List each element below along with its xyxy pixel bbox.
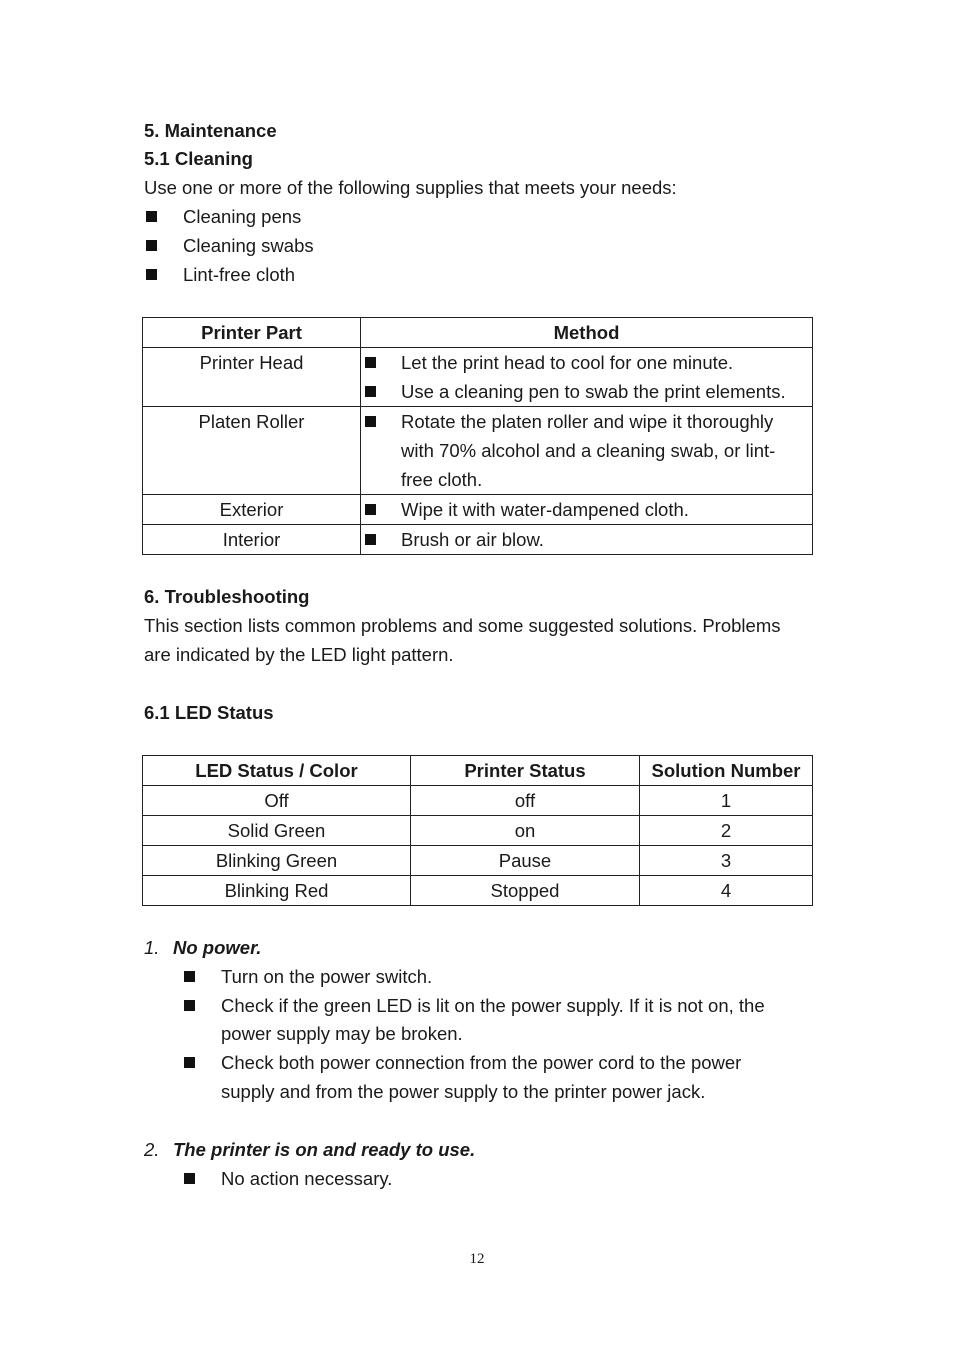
table-cell: Blinking Red: [143, 876, 411, 906]
square-bullet-icon: [365, 534, 376, 545]
table-cell-method: [361, 407, 813, 495]
table-row: [143, 846, 813, 876]
table-cell: Solid Green: [143, 816, 411, 846]
solution-item: Check if the green LED is lit on the power supply. If it is not on, the: [221, 995, 765, 1016]
square-bullet-icon: [184, 1000, 195, 1011]
table-row: [143, 816, 813, 846]
solution-item: Turn on the power switch.: [221, 966, 433, 987]
table-cell: on: [411, 816, 640, 846]
troubleshooting-intro-line: are indicated by the LED light pattern.: [144, 644, 454, 665]
page-number: 12: [469, 1251, 485, 1267]
column-header: LED Status / Color: [143, 756, 411, 786]
square-bullet-icon: [184, 1057, 195, 1068]
square-bullet-icon: [184, 1173, 195, 1184]
method-item: Use a cleaning pen to swab the print elements.: [361, 377, 812, 406]
table-row: [143, 495, 813, 525]
table-header-row: [143, 318, 813, 348]
solution-item-continuation: power supply may be broken.: [221, 1023, 463, 1044]
table-row: [143, 407, 813, 495]
led-status-table: [142, 755, 813, 906]
square-bullet-icon: [365, 504, 376, 515]
subsection-heading-cleaning: 5.1 Cleaning: [144, 148, 253, 169]
table-row: [143, 348, 813, 407]
solution-title: No power.: [173, 937, 262, 958]
table-cell: 2: [640, 816, 813, 846]
table-cell: Blinking Green: [143, 846, 411, 876]
table-cell: Pause: [411, 846, 640, 876]
cleaning-intro: Use one or more of the following supplies that meets your needs:: [144, 177, 677, 198]
table-cell-part: Interior: [143, 525, 361, 555]
square-bullet-icon: [365, 386, 376, 397]
section-heading-maintenance: 5. Maintenance: [144, 120, 277, 141]
column-header: Printer Part: [143, 318, 361, 348]
table-row: [143, 786, 813, 816]
method-item: Let the print head to cool for one minute.: [361, 348, 812, 377]
square-bullet-icon: [365, 416, 376, 427]
table-cell-method: [361, 495, 813, 525]
solution-item: No action necessary.: [221, 1168, 393, 1189]
method-item: Brush or air blow.: [361, 525, 812, 554]
solution-item-continuation: supply and from the power supply to the printer power jack.: [221, 1081, 706, 1102]
column-header: Solution Number: [640, 756, 813, 786]
solution-item: Check both power connection from the power cord to the power: [221, 1052, 742, 1073]
solution-number: 1.: [144, 937, 160, 958]
column-header: Method: [361, 318, 813, 348]
square-bullet-icon: [146, 240, 157, 251]
method-item: Rotate the platen roller and wipe it thoroughly with 70% alcohol and a cleaning swab, or lint-free cloth.: [361, 407, 812, 494]
cleaning-table: [142, 317, 813, 555]
table-row: [143, 876, 813, 906]
table-header-row: [143, 756, 813, 786]
section-heading-troubleshooting: 6. Troubleshooting: [144, 586, 310, 607]
square-bullet-icon: [146, 211, 157, 222]
subsection-heading-led-status: 6.1 LED Status: [144, 702, 274, 723]
square-bullet-icon: [365, 357, 376, 368]
table-cell: off: [411, 786, 640, 816]
table-cell: 1: [640, 786, 813, 816]
table-row: [143, 525, 813, 555]
table-cell: Stopped: [411, 876, 640, 906]
table-cell-method: [361, 348, 813, 407]
table-cell: Off: [143, 786, 411, 816]
method-item: Wipe it with water-dampened cloth.: [361, 495, 812, 524]
table-cell-part: Printer Head: [143, 348, 361, 407]
square-bullet-icon: [184, 971, 195, 982]
table-cell-part: Exterior: [143, 495, 361, 525]
solution-title: The printer is on and ready to use.: [173, 1139, 476, 1160]
solution-number: 2.: [144, 1139, 160, 1160]
column-header: Printer Status: [411, 756, 640, 786]
list-item: Cleaning pens: [183, 206, 302, 227]
troubleshooting-intro-line: This section lists common problems and some suggested solutions. Problems: [144, 615, 781, 636]
square-bullet-icon: [146, 269, 157, 280]
list-item: Cleaning swabs: [183, 235, 314, 256]
table-cell: 4: [640, 876, 813, 906]
table-cell-part: Platen Roller: [143, 407, 361, 495]
table-cell: 3: [640, 846, 813, 876]
list-item: Lint-free cloth: [183, 264, 296, 285]
table-cell-method: [361, 525, 813, 555]
